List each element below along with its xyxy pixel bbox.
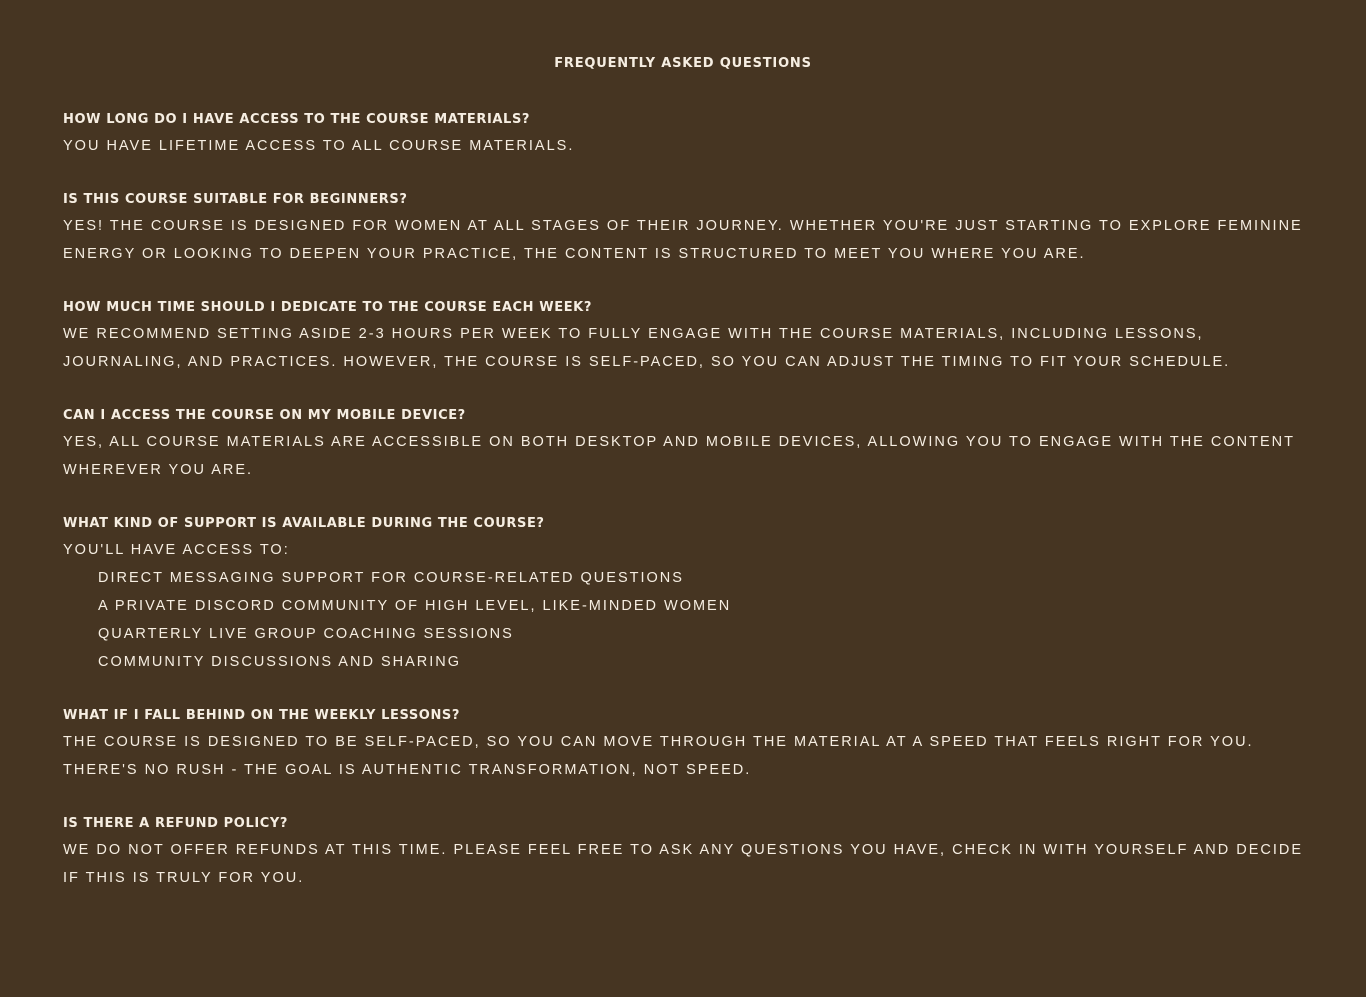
faq-answer: THE COURSE IS DESIGNED TO BE SELF-PACED, SO YOU CAN MOVE THROUGH THE MATERIAL AT A SPEED THAT FEELS RIGHT FOR YOU. THERE'S NO RUSH - THE GOAL IS AUTHENTIC TRANSFORMATION, NOT SPEED.	[63, 734, 1254, 778]
faq-question: HOW LONG DO I HAVE ACCESS TO THE COURSE MATERIALS?	[63, 112, 531, 127]
faq-answer: YES, ALL COURSE MATERIALS ARE ACCESSIBLE ON BOTH DESKTOP AND MOBILE DEVICES, ALLOWING YOU TO ENGAGE WITH THE CONTENT WHEREVER YOU ARE.	[63, 434, 1295, 478]
faq-item-support	[63, 512, 1308, 676]
faq-question: HOW MUCH TIME SHOULD I DEDICATE TO THE COURSE EACH WEEK?	[63, 300, 592, 315]
faq-answer: YOU'LL HAVE ACCESS TO:	[63, 542, 290, 558]
faq-item-access	[63, 108, 1308, 160]
faq-item-time	[63, 296, 1308, 376]
support-list-item: A PRIVATE DISCORD COMMUNITY OF HIGH LEVEL, LIKE-MINDED WOMEN	[98, 598, 732, 614]
faq-item-beginners	[63, 188, 1308, 268]
support-list-item: DIRECT MESSAGING SUPPORT FOR COURSE-RELATED QUESTIONS	[98, 570, 684, 586]
faq-list	[63, 108, 1308, 920]
faq-question: IS THIS COURSE SUITABLE FOR BEGINNERS?	[63, 192, 408, 207]
faq-answer: WE DO NOT OFFER REFUNDS AT THIS TIME. PLEASE FEEL FREE TO ASK ANY QUESTIONS YOU HAVE, CHECK IN WITH YOURSELF AND DECIDE IF THIS IS TRULY FOR YOU.	[63, 842, 1304, 886]
faq-question: WHAT KIND OF SUPPORT IS AVAILABLE DURING THE COURSE?	[63, 516, 545, 531]
faq-answer: YOU HAVE LIFETIME ACCESS TO ALL COURSE MATERIALS.	[63, 138, 575, 154]
faq-item-refund	[63, 812, 1308, 892]
faq-answer: YES! THE COURSE IS DESIGNED FOR WOMEN AT ALL STAGES OF THEIR JOURNEY. WHETHER YOU'RE JUST STARTING TO EXPLORE FEMININE ENERGY OR LOOKING TO DEEPEN YOUR PRACTICE, THE CONTENT IS STRUCTURED TO MEET YOU WHERE YOU ARE.	[63, 218, 1303, 262]
faq-answer: WE RECOMMEND SETTING ASIDE 2-3 HOURS PER WEEK TO FULLY ENGAGE WITH THE COURSE MATERIALS, INCLUDING LESSONS, JOURNALING, AND PRACTICES. HOWEVER, THE COURSE IS SELF-PACED, SO YOU CAN ADJUST THE TIMING TO FIT YOUR SCHEDULE.	[63, 326, 1231, 370]
faq-question: IS THERE A REFUND POLICY?	[63, 816, 289, 831]
page-title: FREQUENTLY ASKED QUESTIONS	[554, 56, 812, 71]
support-list-item: QUARTERLY LIVE GROUP COACHING SESSIONS	[98, 626, 514, 642]
faq-question: CAN I ACCESS THE COURSE ON MY MOBILE DEVICE?	[63, 408, 466, 423]
support-list-item: COMMUNITY DISCUSSIONS AND SHARING	[98, 654, 462, 670]
faq-question: WHAT IF I FALL BEHIND ON THE WEEKLY LESSONS?	[63, 708, 461, 723]
faq-item-mobile	[63, 404, 1308, 484]
faq-item-fall-behind	[63, 704, 1308, 784]
support-list	[63, 564, 1308, 676]
